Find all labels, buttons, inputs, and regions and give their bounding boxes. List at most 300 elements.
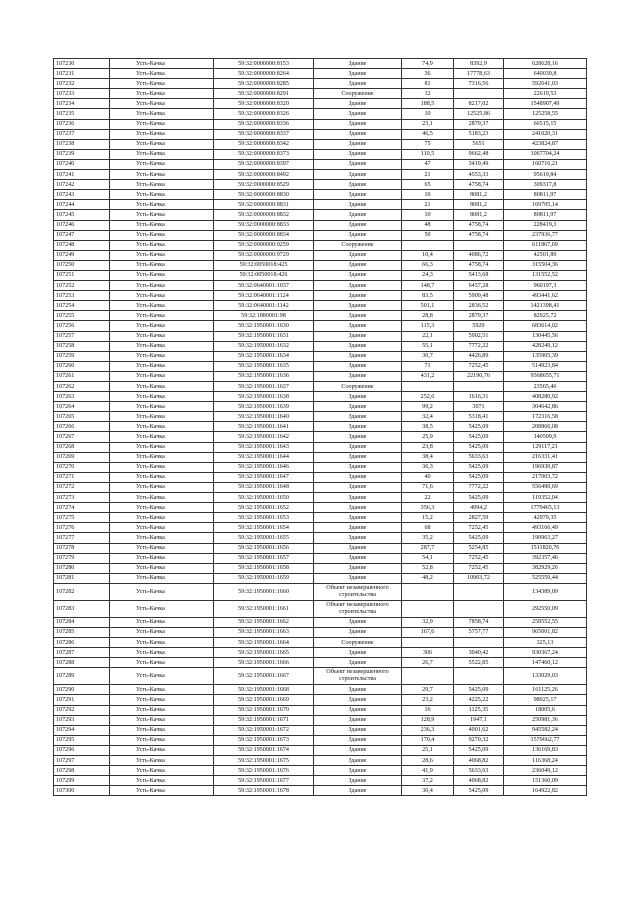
cell-settlement: Усть-Качка (110, 139, 214, 149)
cell-unit-value: 3071 (454, 402, 504, 412)
cell-cadastral-number: 59:32:0640001:1037 (214, 281, 314, 291)
cell-cadastral-number: 59:32:0000000:8337 (214, 129, 314, 139)
table-row (54, 402, 587, 412)
cell-unit-value: 5183,23 (454, 129, 504, 139)
cell-cadastral-value: 292550,09 (504, 600, 587, 617)
cell-record-id: 107292 (54, 705, 110, 715)
cell-area: 28,8 (402, 311, 454, 321)
cell-settlement: Усть-Качка (110, 648, 214, 658)
cell-unit-value: 5413,68 (454, 270, 504, 280)
cell-unit-value: 1947,1 (454, 715, 504, 725)
cell-settlement: Усть-Качка (110, 260, 214, 270)
table-row (54, 600, 587, 617)
cell-area: 99,2 (402, 402, 454, 412)
cell-cadastral-value: 164922,82 (504, 786, 587, 796)
table-row (54, 745, 587, 755)
cell-settlement: Усть-Качка (110, 291, 214, 301)
cell-settlement: Усть-Качка (110, 735, 214, 745)
table-row (54, 159, 587, 169)
cell-cadastral-number: 59:32:1950001:1665 (214, 648, 314, 658)
cell-area (402, 668, 454, 685)
cell-unit-value: 5318,41 (454, 412, 504, 422)
cell-settlement: Усть-Качка (110, 503, 214, 513)
cell-settlement: Усть-Качка (110, 513, 214, 523)
cell-area: 10,4 (402, 250, 454, 260)
cell-area: 75 (402, 139, 454, 149)
cell-cadastral-number: 59:32:1950001:1630 (214, 321, 314, 331)
cell-settlement: Усть-Качка (110, 99, 214, 109)
cell-settlement: Усть-Качка (110, 668, 214, 685)
cell-area: 23,1 (402, 119, 454, 129)
cell-object-type: Объект незавершенного строительства (314, 583, 402, 600)
cell-object-type: Здание (314, 301, 402, 311)
cell-record-id: 107296 (54, 745, 110, 755)
cell-settlement: Усть-Качка (110, 89, 214, 99)
cell-unit-value: 4758,74 (454, 260, 504, 270)
cell-cadastral-value: 493166,49 (504, 523, 587, 533)
cell-unit-value (454, 240, 504, 250)
cell-object-type: Здание (314, 230, 402, 240)
cell-area: 25,1 (402, 745, 454, 755)
cell-record-id: 107250 (54, 260, 110, 270)
cell-unit-value: 8392,9 (454, 59, 504, 69)
cell-record-id: 107290 (54, 685, 110, 695)
cell-cadastral-number: 59:32:0000000:8320 (214, 99, 314, 109)
cell-object-type: Здание (314, 776, 402, 786)
cell-record-id: 107297 (54, 756, 110, 766)
cell-cadastral-value: 1779465,13 (504, 503, 587, 513)
cell-unit-value: 5425,09 (454, 442, 504, 452)
table-row (54, 695, 587, 705)
cell-cadastral-number: 59:32:1950001:1659 (214, 573, 314, 583)
table-row (54, 573, 587, 583)
cell-cadastral-number: 59:32:0000000:8264 (214, 69, 314, 79)
cell-settlement: Усть-Качка (110, 493, 214, 503)
cell-cadastral-value: 1421398,41 (504, 301, 587, 311)
cell-object-type: Здание (314, 321, 402, 331)
cell-area: 12 (402, 89, 454, 99)
cell-object-type: Здание (314, 695, 402, 705)
cell-unit-value: 5425,09 (454, 462, 504, 472)
cell-cadastral-value: 408280,92 (504, 392, 587, 402)
table-row (54, 311, 587, 321)
cell-object-type: Здание (314, 129, 402, 139)
cell-record-id: 107271 (54, 472, 110, 482)
cell-cadastral-number: 59:32:1950001:1672 (214, 725, 314, 735)
cell-cadastral-number: 59:32:1950001:1670 (214, 705, 314, 715)
table-row (54, 617, 587, 627)
table-row (54, 412, 587, 422)
cell-record-id: 107242 (54, 180, 110, 190)
cell-object-type: Здание (314, 371, 402, 381)
cell-cadastral-number: 59:32:0000000:8529 (214, 180, 314, 190)
table-row (54, 756, 587, 766)
table-row (54, 351, 587, 361)
cell-record-id: 107230 (54, 59, 110, 69)
cell-settlement: Усть-Качка (110, 442, 214, 452)
cell-area: 38,5 (402, 422, 454, 432)
table-row (54, 210, 587, 220)
cell-cadastral-value: 196930,87 (504, 462, 587, 472)
cell-object-type: Объект незавершенного строительства (314, 600, 402, 617)
cell-settlement: Усть-Качка (110, 129, 214, 139)
cell-object-type: Здание (314, 422, 402, 432)
cell-cadastral-number: 59:32:1950001:1655 (214, 533, 314, 543)
table-row (54, 341, 587, 351)
cell-cadastral-number: 59:32:1950001:1652 (214, 503, 314, 513)
cell-record-id: 107298 (54, 766, 110, 776)
cell-cadastral-value: 119352,04 (504, 493, 587, 503)
cell-cadastral-number: 59:32:1950001:1676 (214, 766, 314, 776)
table-row (54, 200, 587, 210)
table-row (54, 452, 587, 462)
cell-record-id: 107238 (54, 139, 110, 149)
cell-unit-value: 3040,42 (454, 648, 504, 658)
cell-area: 431,2 (402, 371, 454, 381)
cell-record-id: 107270 (54, 462, 110, 472)
cell-record-id: 107273 (54, 493, 110, 503)
cell-area: 54,1 (402, 553, 454, 563)
cell-settlement: Усть-Качка (110, 250, 214, 260)
cell-cadastral-value: 169705,14 (504, 200, 587, 210)
cell-cadastral-number: 59:32:1950001:1661 (214, 600, 314, 617)
cell-record-id: 107289 (54, 668, 110, 685)
cell-settlement: Усть-Качка (110, 230, 214, 240)
cell-cadastral-value: 131552,52 (504, 270, 587, 280)
table-row (54, 382, 587, 392)
table-row (54, 462, 587, 472)
cell-area: 38,4 (402, 452, 454, 462)
cell-area: 40 (402, 472, 454, 482)
table-row (54, 281, 587, 291)
cell-object-type: Здание (314, 766, 402, 776)
cell-cadastral-value: 130445,56 (504, 331, 587, 341)
cell-object-type: Здание (314, 270, 402, 280)
table-row (54, 553, 587, 563)
cell-record-id: 107246 (54, 220, 110, 230)
cell-area: 36,3 (402, 462, 454, 472)
cell-settlement: Усть-Качка (110, 402, 214, 412)
cell-settlement: Усть-Качка (110, 59, 214, 69)
cell-cadastral-value: 428249,12 (504, 341, 587, 351)
cell-settlement: Усть-Качка (110, 766, 214, 776)
cell-cadastral-number: 59:32:0000000:9729 (214, 250, 314, 260)
cell-cadastral-value: 9568655,71 (504, 371, 587, 381)
cell-area: 23,2 (402, 695, 454, 705)
cell-area: 16 (402, 705, 454, 715)
cell-cadastral-value: 42979,35 (504, 513, 587, 523)
table-row (54, 291, 587, 301)
table-row (54, 109, 587, 119)
cell-unit-value: 7858,74 (454, 617, 504, 627)
cell-record-id: 107235 (54, 109, 110, 119)
cell-object-type: Здание (314, 200, 402, 210)
cell-cadastral-value: 22619,53 (504, 89, 587, 99)
table-row (54, 89, 587, 99)
cell-record-id: 107253 (54, 291, 110, 301)
cell-record-id: 107261 (54, 371, 110, 381)
table-row (54, 648, 587, 658)
table-row (54, 139, 587, 149)
cell-object-type: Здание (314, 149, 402, 159)
cell-area: 236,3 (402, 725, 454, 735)
cell-cadastral-value: 325,13 (504, 638, 587, 648)
cell-object-type: Здание (314, 210, 402, 220)
cell-area: 52,8 (402, 563, 454, 573)
cell-unit-value: 8081,2 (454, 190, 504, 200)
cell-unit-value: 2879,37 (454, 311, 504, 321)
cell-settlement: Усть-Качка (110, 220, 214, 230)
cell-object-type: Здание (314, 786, 402, 796)
cell-cadastral-number: 59:32:1950001:1636 (214, 371, 314, 381)
cell-record-id: 107258 (54, 341, 110, 351)
cell-object-type: Здание (314, 341, 402, 351)
table-row (54, 786, 587, 796)
cell-cadastral-number: 59:32:1950001:1646 (214, 462, 314, 472)
cell-settlement: Усть-Качка (110, 281, 214, 291)
cell-area: 35,2 (402, 533, 454, 543)
cell-unit-value: 22190,76 (454, 371, 504, 381)
table-row (54, 79, 587, 89)
cell-object-type: Здание (314, 331, 402, 341)
cell-cadastral-value: 236049,12 (504, 766, 587, 776)
table-row (54, 392, 587, 402)
cell-area: 306 (402, 648, 454, 658)
cell-object-type: Здание (314, 69, 402, 79)
cell-object-type: Здание (314, 311, 402, 321)
cell-record-id: 107231 (54, 69, 110, 79)
cell-cadastral-number: 59:32:0000000:9259 (214, 240, 314, 250)
cell-cadastral-number: 59:32:1950001:1663 (214, 627, 314, 637)
cell-cadastral-value: 42501,89 (504, 250, 587, 260)
table-row (54, 170, 587, 180)
cell-settlement: Усть-Качка (110, 583, 214, 600)
cell-unit-value: 5425,09 (454, 786, 504, 796)
cell-record-id: 107284 (54, 617, 110, 627)
cell-object-type: Здание (314, 392, 402, 402)
table-row (54, 776, 587, 786)
cell-cadastral-value: 640030,8 (504, 69, 587, 79)
cell-object-type: Здание (314, 180, 402, 190)
cell-cadastral-number: 59:32:1950001:1667 (214, 668, 314, 685)
cell-area: 50 (402, 230, 454, 240)
cell-cadastral-value: 147460,12 (504, 658, 587, 668)
cell-unit-value: 5909,48 (454, 291, 504, 301)
cell-unit-value: 1616,31 (454, 392, 504, 402)
cell-cadastral-value: 80811,97 (504, 210, 587, 220)
cell-cadastral-number: 59:32:1950001:1632 (214, 341, 314, 351)
cell-settlement: Усть-Качка (110, 270, 214, 280)
cell-object-type: Здание (314, 472, 402, 482)
cell-unit-value: 5425,09 (454, 432, 504, 442)
cell-object-type: Сооружение (314, 638, 402, 648)
cell-cadastral-value: 23565,46 (504, 382, 587, 392)
cell-cadastral-value: 423824,87 (504, 139, 587, 149)
cell-cadastral-value: 95619,84 (504, 170, 587, 180)
cell-cadastral-number: 59:32:1950001:1675 (214, 756, 314, 766)
cell-cadastral-value: 216331,41 (504, 452, 587, 462)
cell-cadastral-number: 59:32:0000000:8373 (214, 149, 314, 159)
cell-object-type: Здание (314, 543, 402, 553)
table-row (54, 638, 587, 648)
cell-unit-value: 4758,74 (454, 230, 504, 240)
table-row (54, 493, 587, 503)
cell-unit-value: 5425,09 (454, 493, 504, 503)
cell-cadastral-value: 133029,03 (504, 668, 587, 685)
cell-record-id: 107267 (54, 432, 110, 442)
cell-cadastral-number: 59:32:1950001:1657 (214, 553, 314, 563)
cell-unit-value: 5254,85 (454, 543, 504, 553)
cell-settlement: Усть-Качка (110, 200, 214, 210)
cell-object-type: Здание (314, 59, 402, 69)
cell-cadastral-value: 250981,36 (504, 715, 587, 725)
cell-settlement: Усть-Качка (110, 553, 214, 563)
cell-record-id: 107293 (54, 715, 110, 725)
cell-area: 22,1 (402, 331, 454, 341)
property-table (53, 58, 587, 796)
cell-area: 30,7 (402, 351, 454, 361)
cell-settlement: Усть-Качка (110, 301, 214, 311)
cell-cadastral-number: 59:32:1950001:1637 (214, 382, 314, 392)
table-row (54, 240, 587, 250)
cell-settlement: Усть-Качка (110, 69, 214, 79)
cell-object-type: Здание (314, 99, 402, 109)
cell-area: 356,3 (402, 503, 454, 513)
cell-settlement: Усть-Качка (110, 745, 214, 755)
cell-object-type: Здание (314, 735, 402, 745)
cell-settlement: Усть-Качка (110, 149, 214, 159)
table-row (54, 705, 587, 715)
cell-area: 81 (402, 79, 454, 89)
cell-record-id: 107259 (54, 351, 110, 361)
cell-record-id: 107234 (54, 99, 110, 109)
cell-area: 55,1 (402, 341, 454, 351)
cell-record-id: 107251 (54, 270, 110, 280)
cell-cadastral-value: 125258,55 (504, 109, 587, 119)
cell-area: 10 (402, 210, 454, 220)
cell-object-type: Здание (314, 170, 402, 180)
table-row (54, 685, 587, 695)
table-row (54, 725, 587, 735)
cell-record-id: 107241 (54, 170, 110, 180)
table-row (54, 658, 587, 668)
cell-object-type: Здание (314, 351, 402, 361)
table-row (54, 361, 587, 371)
cell-area: 10 (402, 109, 454, 119)
cell-object-type: Здание (314, 291, 402, 301)
table-row (54, 321, 587, 331)
cell-cadastral-value: 945582,24 (504, 725, 587, 735)
cell-object-type: Здание (314, 260, 402, 270)
cell-cadastral-value: 82925,72 (504, 311, 587, 321)
cell-settlement: Усть-Качка (110, 685, 214, 695)
cell-object-type: Здание (314, 553, 402, 563)
cell-unit-value: 7316,56 (454, 79, 504, 89)
cell-record-id: 107299 (54, 776, 110, 786)
cell-cadastral-number: 59:32:0000000:8831 (214, 200, 314, 210)
cell-object-type: Здание (314, 139, 402, 149)
cell-cadastral-value: 556490,69 (504, 482, 587, 492)
cell-record-id: 107283 (54, 600, 110, 617)
cell-cadastral-number: 59:32:1950001:1658 (214, 563, 314, 573)
cell-record-id: 107276 (54, 523, 110, 533)
cell-cadastral-number: 59:32:1950001:1673 (214, 735, 314, 745)
cell-cadastral-value: 18005,6 (504, 705, 587, 715)
cell-cadastral-number: 59:32:0000000:8834 (214, 230, 314, 240)
cell-area (402, 638, 454, 648)
table-row (54, 149, 587, 159)
table-row (54, 250, 587, 260)
cell-cadastral-value: 98025,17 (504, 695, 587, 705)
cell-settlement: Усть-Качка (110, 638, 214, 648)
cell-unit-value: 1125,35 (454, 705, 504, 715)
cell-area: 10 (402, 190, 454, 200)
cell-object-type: Здание (314, 756, 402, 766)
cell-record-id: 107247 (54, 230, 110, 240)
cell-cadastral-number: 59:32:1950001:1639 (214, 402, 314, 412)
cell-cadastral-number: 59:32:0000000:8397 (214, 159, 314, 169)
cell-unit-value: 7252,45 (454, 563, 504, 573)
cell-area: 252,6 (402, 392, 454, 402)
cell-object-type: Сооружение (314, 382, 402, 392)
cell-record-id: 107266 (54, 422, 110, 432)
cell-settlement: Усть-Качка (110, 119, 214, 129)
cell-cadastral-value: 493441,62 (504, 291, 587, 301)
cell-unit-value (454, 89, 504, 99)
cell-cadastral-number: 59:32:1950001:1638 (214, 392, 314, 402)
cell-record-id: 107268 (54, 442, 110, 452)
cell-cadastral-number: 59:32:1950001:1668 (214, 685, 314, 695)
cell-cadastral-value: 116368,24 (504, 756, 587, 766)
cell-object-type: Здание (314, 648, 402, 658)
cell-record-id: 107278 (54, 543, 110, 553)
cell-unit-value: 5425,09 (454, 533, 504, 543)
cell-area: 148,7 (402, 281, 454, 291)
table-row (54, 190, 587, 200)
cell-record-id: 107281 (54, 573, 110, 583)
cell-cadastral-number: 59:32:1950001:1660 (214, 583, 314, 600)
cell-settlement: Усть-Качка (110, 432, 214, 442)
cell-settlement: Усть-Качка (110, 715, 214, 725)
cell-unit-value: 4553,33 (454, 170, 504, 180)
cell-unit-value (454, 583, 504, 600)
cell-cadastral-number: 59:32:1950001:1647 (214, 472, 314, 482)
cell-object-type: Здание (314, 617, 402, 627)
cell-area: 37,2 (402, 776, 454, 786)
cell-object-type: Здание (314, 442, 402, 452)
cell-record-id: 107300 (54, 786, 110, 796)
table-row (54, 563, 587, 573)
cell-area: 83,5 (402, 291, 454, 301)
cell-area: 71,6 (402, 482, 454, 492)
cell-cadastral-value: 129117,21 (504, 442, 587, 452)
cell-cadastral-value: 315504,36 (504, 260, 587, 270)
cell-area: 48,2 (402, 573, 454, 583)
cell-object-type: Здание (314, 503, 402, 513)
cell-cadastral-number: 59:32:1950001:1677 (214, 776, 314, 786)
cell-cadastral-value: 960197,3 (504, 281, 587, 291)
cell-object-type: Здание (314, 563, 402, 573)
cell-object-type: Здание (314, 493, 402, 503)
table-row (54, 627, 587, 637)
cell-settlement: Усть-Качка (110, 190, 214, 200)
cell-record-id: 107277 (54, 533, 110, 543)
cell-record-id: 107294 (54, 725, 110, 735)
cell-unit-value: 7772,22 (454, 341, 504, 351)
cell-area: 29,7 (402, 685, 454, 695)
cell-area: 32,4 (402, 412, 454, 422)
cell-unit-value: 5902,51 (454, 331, 504, 341)
